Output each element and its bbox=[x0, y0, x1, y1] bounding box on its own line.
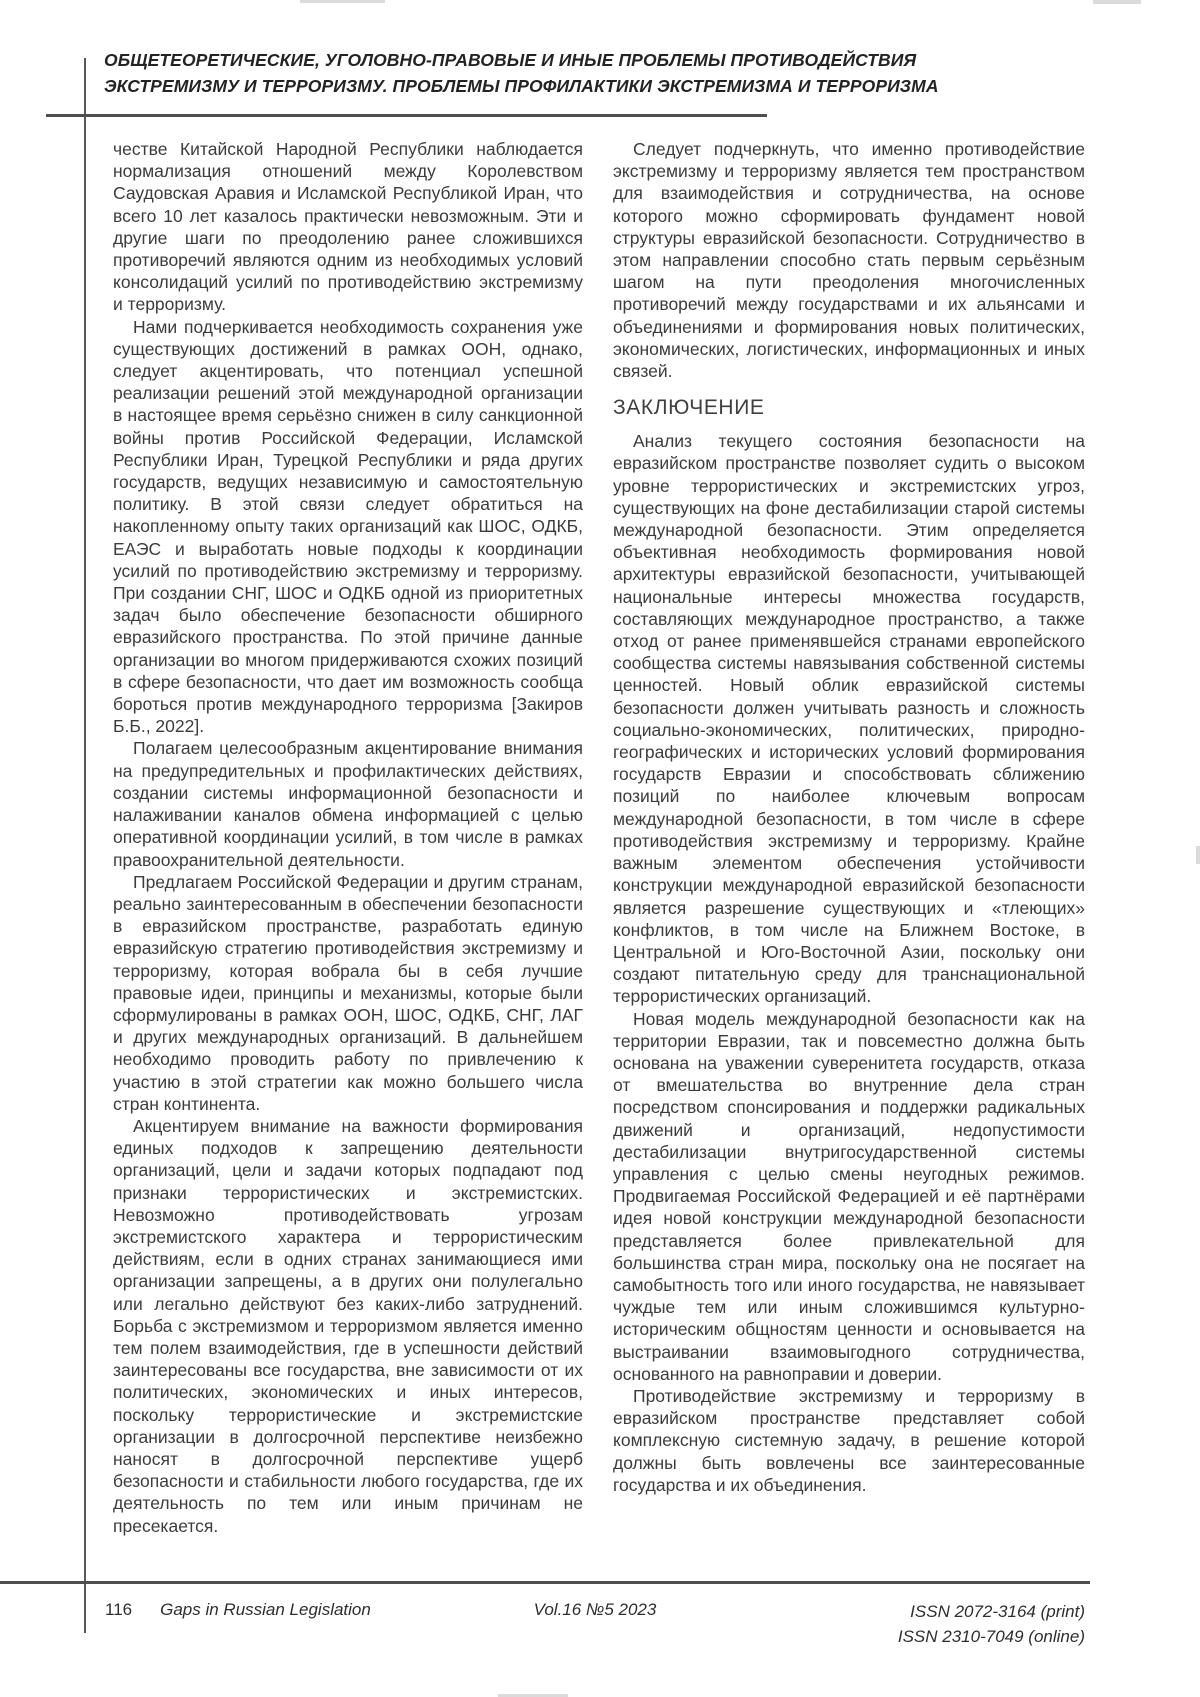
body-paragraph: Предлагаем Российской Федерации и другим странам, реально заинтересованным в обеспечении безопасности в евразийском пространстве, разработать единую евразийскую стратегию противодействия экстремизму и терроризму, которая вобрала бы в себя лучшие правовые идеи, принципы и механизмы, которые были сформулированы в рамках ООН, ШОС, ОДКБ, СНГ, ЛАГ и других международных организаций. В дальнейшем необходимо проводить работу по привлечению к участию в этой стратегии как можно большего числа стран континента. bbox=[113, 871, 583, 1114]
issn-online: ISSN 2310-7049 (online) bbox=[897, 1627, 1085, 1646]
scan-artifact bbox=[1196, 846, 1200, 864]
body-paragraph: честве Китайской Народной Республики наблюдается нормализация отношений между Королевством Саудовская Аравия и Исламской Республикой Иран, что всего 10 лет казалось практически невозможным. Эти и другие шаги по преодолению ранее сложившихся противоречий являются одним из необходимых условий консолидаций усилий по противодействию экстремизму и терроризму. bbox=[113, 139, 583, 315]
left-column bbox=[113, 138, 583, 1537]
issn-print: ISSN 2072-3164 (print) bbox=[910, 1602, 1085, 1621]
footer-rule bbox=[0, 1581, 1090, 1584]
body-paragraph: Акцентируем внимание на важности формирования единых подходов к запрещению деятельности организаций, цели и задачи которых подпадают под признаки террористических и экстремистских. Невозможно противодействовать угрозам экстремистского характера и террористическим действиям, если в одних странах занимающиеся ими организации запрещены, а в других они полулегально или легально действуют без каких-либо затруднений. Борьба с экстремизмом и терроризмом является именно тем полем взаимодействия, где в успешности действий заинтересованы все государства, вне зависимости от их политических, экономических и иных интересов, поскольку террористические и экстремистские организации в долгосрочной перспективе неизбежно наносят в долгосрочной перспективе ущерб безопасности и стабильности любого государства, где их деятельность по тем или иным причинам не пресекается. bbox=[113, 1115, 583, 1536]
body-paragraph: Новая модель международной безопасности как на территории Евразии, так и повсеместно должна быть основана на уважении суверенитета государств, отказа от вмешательства во внутренние дела стран посредством спонсирования и поддержки радикальных движений и организаций, недопустимости дестабилизации внутригосударственной системы управления с целью смены неугодных режимов. Продвигаемая Российской Федерацией и её партнёрами идея новой конструкции международной безопасности представляется более привлекательной для большинства стран мира, поскольку она не посягает на самобытность того или иного государства, не навязывает чуждые тем или иным сложившимся культурно-историческим общностям ценности и основывается на выстраивании взаимовыгодного сотрудничества, основанного на равноправии и доверии. bbox=[613, 1008, 1085, 1384]
header-line-1: ОБЩЕТЕОРЕТИЧЕСКИЕ, УГОЛОВНО-ПРАВОВЫЕ И ИНЫЕ ПРОБЛЕМЫ ПРОТИВОДЕЙСТВИЯ bbox=[104, 50, 917, 70]
body-paragraph: Нами подчеркивается необходимость сохранения уже существующих достижений в рамках ООН, однако, следует акцентировать, что потенциал успешной реализации решений этой международной организации в настоящее время серьёзно снижен в силу санкционной войны против Российской Федерации, Исламской Республики Иран, Турецкой Республики и ряда других государств, ведущих независимую и самостоятельную политику. В этой связи следует обратиться на накопленному опыту таких организаций как ШОС, ОДКБ, ЕАЭС и выработать новые подходы к координации усилий по противодействию экстремизму и терроризму. При создании СНГ, ШОС и ОДКБ одной из приоритетных задач было обеспечение безопасности обширного евразийского пространства. По этой причине данные организации во многом придерживаются схожих позиций в сфере безопасности, что дает им возможность сообща бороться против международного терроризма [Закиров Б.Б., 2022]. bbox=[113, 316, 583, 737]
scan-artifact bbox=[1093, 0, 1141, 4]
body-paragraph: Следует подчеркнуть, что именно противодействие экстремизму и терроризму является тем пространством для взаимодействия и сотрудничества, на основе которого можно сформировать фундамент новой структуры евразийской безопасности. Сотрудничество в этом направлении способно стать первым серьёзным шагом на пути преодоления многочисленных противоречий между государствами и их альянсами и объединениями и формирования новых политических, экономических, логистических, информационных и иных связей. bbox=[613, 139, 1085, 382]
page-number: 116 bbox=[105, 1600, 133, 1619]
body-paragraph: Полагаем целесообразным акцентирование внимания на предупредительных и профилактических действиях, создании системы информационной безопасности и налаживании каналов обмена информацией с целью оперативной координации усилий, в том числе в рамках правоохранительной деятельности. bbox=[113, 738, 583, 870]
right-column bbox=[613, 138, 1085, 1496]
running-header bbox=[104, 47, 964, 99]
journal-title: Gaps in Russian Legislation bbox=[160, 1600, 371, 1619]
volume-issue: Vol.16 №5 2023 bbox=[533, 1600, 657, 1619]
header-line-2: ЭКСТРЕМИЗМУ И ТЕРРОРИЗМУ. ПРОБЛЕМЫ ПРОФИЛАКТИКИ ЭКСТРЕМИЗМА И ТЕРРОРИЗМА bbox=[104, 76, 939, 96]
footer-left bbox=[105, 1599, 371, 1621]
scan-artifact bbox=[300, 0, 385, 3]
footer-issn bbox=[898, 1599, 1085, 1649]
body-paragraph: Анализ текущего состояния безопасности на евразийском пространстве позволяет судить о высоком уровне террористических и экстремистских угроз, существующих на фоне дестабилизации старой системы международной безопасности. Этим определяется объективная необходимость формирования новой архитектуры евразийской безопасности, учитывающей национальные интересы множества государств, составляющих международное пространство, а также отход от ранее применявшейся странами европейского сообщества системы навязывания собственной системы ценностей. Новый облик евразийской системы безопасности должен учитывать разность и сложность социально-экономических, политических, природно-географических и исторических условий формирования государств Евразии и способствовать сближению позиций по наиболее ключевым вопросам международной безопасности, в том числе в сфере противодействия экстремизму и терроризму. Крайне важным элементом обеспечения устойчивости конструкции международной евразийской безопасности является разрешение существующих и «тлеющих» конфликтов, в том числе на Ближнем Востоке, в Центральной и Юго-Восточной Азии, поскольку они создают питательную среду для транснациональной террористических организаций. bbox=[613, 431, 1085, 1007]
header-rule bbox=[46, 114, 767, 117]
conclusion-heading: ЗАКЛЮЧЕНИЕ bbox=[613, 396, 765, 420]
body-paragraph: Противодействие экстремизму и терроризму в евразийском пространстве представляет собой комплексную системную задачу, в решение которой должны быть вовлечены все заинтересованные государства и их объединения. bbox=[613, 1385, 1085, 1495]
margin-vertical-rule bbox=[84, 58, 86, 1633]
